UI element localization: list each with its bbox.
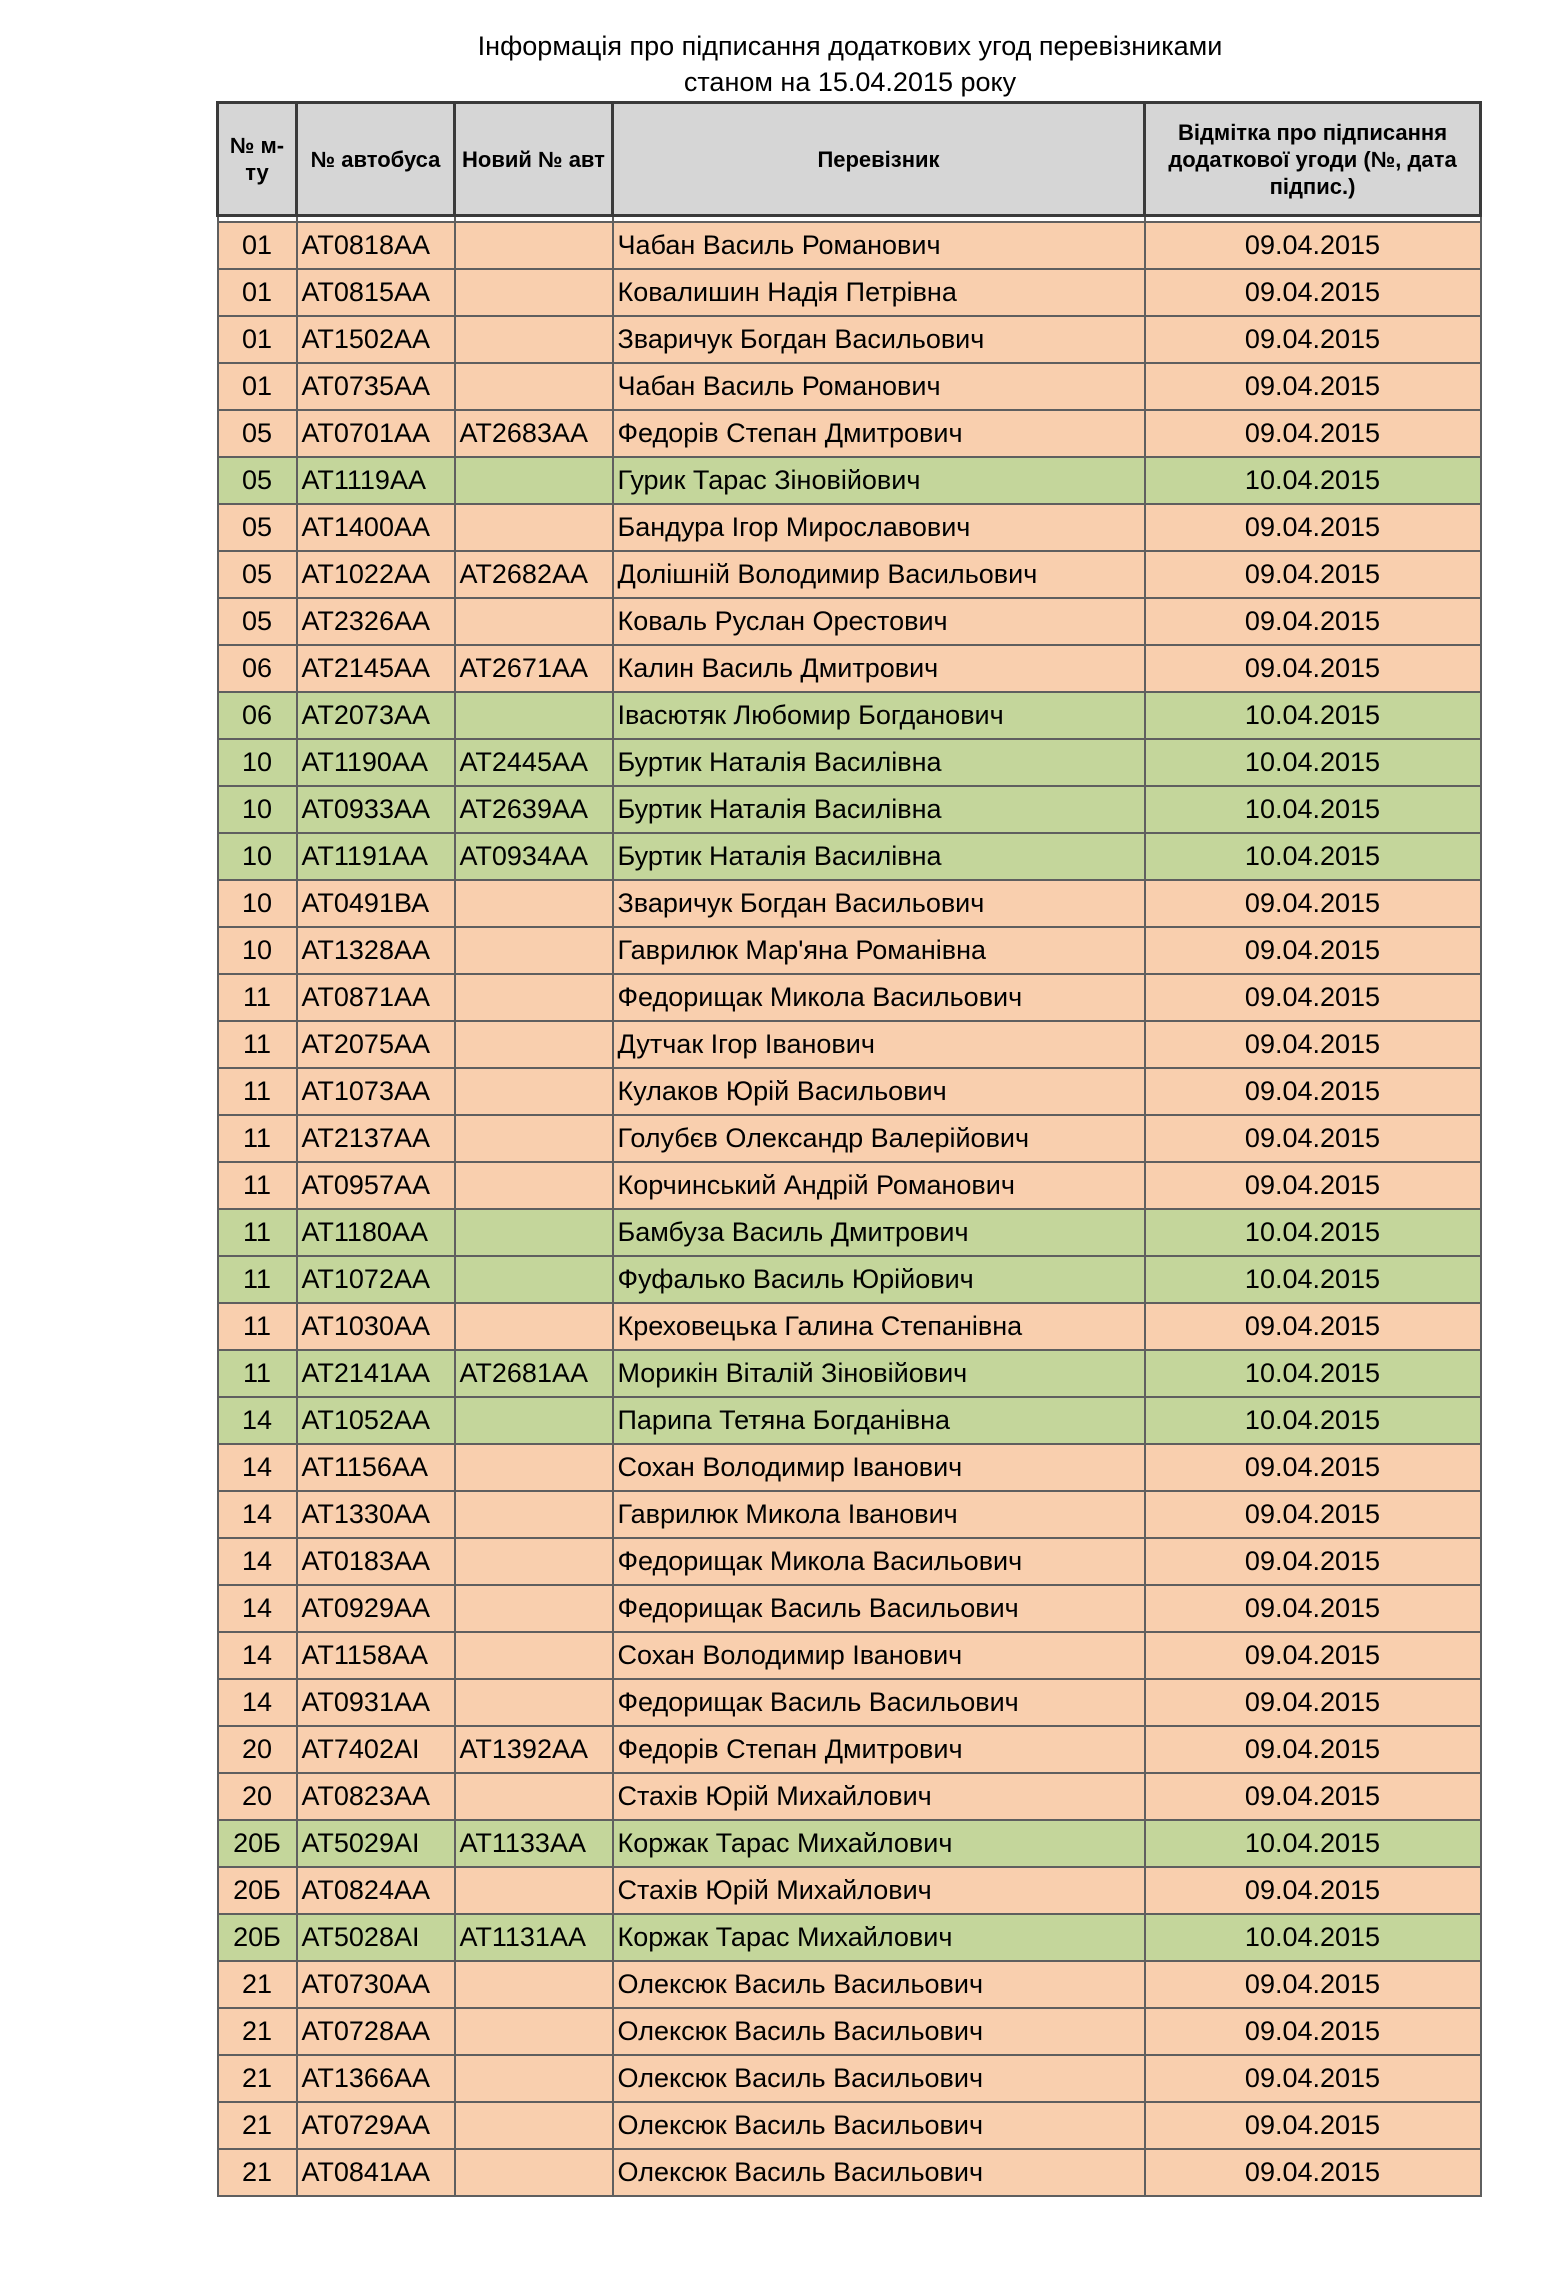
table-row bbox=[218, 1632, 1481, 1679]
new-bus-number-cell: АТ1131АА bbox=[455, 1914, 613, 1961]
signing-date-cell: 09.04.2015 bbox=[1145, 2149, 1481, 2196]
table-row bbox=[218, 1773, 1481, 1820]
signing-date-cell: 09.04.2015 bbox=[1145, 1444, 1481, 1491]
bus-number-cell: АТ1158АА bbox=[297, 1632, 455, 1679]
route-cell: 06 bbox=[218, 692, 297, 739]
new-bus-number-cell bbox=[455, 927, 613, 974]
signing-date-cell: 09.04.2015 bbox=[1145, 2008, 1481, 2055]
signing-date-cell: 10.04.2015 bbox=[1145, 1820, 1481, 1867]
bus-number-cell: АТ5029АІ bbox=[297, 1820, 455, 1867]
carrier-cell: Стахів Юрій Михайлович bbox=[613, 1867, 1145, 1914]
route-cell: 10 bbox=[218, 880, 297, 927]
carrier-cell: Дутчак Ігор Іванович bbox=[613, 1021, 1145, 1068]
carrier-cell: Креховецька Галина Степанівна bbox=[613, 1303, 1145, 1350]
signing-date-cell: 09.04.2015 bbox=[1145, 645, 1481, 692]
carrier-cell: Бамбуза Василь Дмитрович bbox=[613, 1209, 1145, 1256]
route-cell: 14 bbox=[218, 1679, 297, 1726]
route-cell: 21 bbox=[218, 2102, 297, 2149]
new-bus-number-cell bbox=[455, 269, 613, 316]
carrier-cell: Буртик Наталія Василівна bbox=[613, 786, 1145, 833]
bus-number-cell: АТ0818АА bbox=[297, 222, 455, 269]
signing-date-cell: 09.04.2015 bbox=[1145, 222, 1481, 269]
signing-date-cell: 10.04.2015 bbox=[1145, 786, 1481, 833]
signing-date-cell: 09.04.2015 bbox=[1145, 1961, 1481, 2008]
signing-date-cell: 09.04.2015 bbox=[1145, 2102, 1481, 2149]
table-row bbox=[218, 786, 1481, 833]
route-cell: 14 bbox=[218, 1491, 297, 1538]
signing-date-cell: 10.04.2015 bbox=[1145, 1914, 1481, 1961]
new-bus-number-cell bbox=[455, 1303, 613, 1350]
new-bus-number-cell bbox=[455, 1115, 613, 1162]
table-row bbox=[218, 504, 1481, 551]
table-header-row bbox=[218, 103, 1481, 216]
route-cell: 01 bbox=[218, 316, 297, 363]
carrier-cell: Коваль Руслан Орестович bbox=[613, 598, 1145, 645]
table-row bbox=[218, 645, 1481, 692]
route-cell: 11 bbox=[218, 1256, 297, 1303]
carrier-cell: Федорищак Микола Васильович bbox=[613, 974, 1145, 1021]
table-row bbox=[218, 598, 1481, 645]
bus-number-cell: АТ0957АА bbox=[297, 1162, 455, 1209]
table-row bbox=[218, 2055, 1481, 2102]
carrier-cell: Калин Василь Дмитрович bbox=[613, 645, 1145, 692]
route-cell: 21 bbox=[218, 1961, 297, 2008]
carrier-cell: Федорів Степан Дмитрович bbox=[613, 1726, 1145, 1773]
new-bus-number-cell bbox=[455, 1021, 613, 1068]
new-bus-number-cell bbox=[455, 457, 613, 504]
new-bus-number-cell bbox=[455, 598, 613, 645]
new-bus-number-cell bbox=[455, 1585, 613, 1632]
signing-date-cell: 09.04.2015 bbox=[1145, 2055, 1481, 2102]
bus-number-cell: АТ1052АА bbox=[297, 1397, 455, 1444]
signing-date-cell: 09.04.2015 bbox=[1145, 598, 1481, 645]
signing-date-cell: 09.04.2015 bbox=[1145, 1679, 1481, 1726]
table-row bbox=[218, 1585, 1481, 1632]
table-row bbox=[218, 1444, 1481, 1491]
bus-number-cell: АТ2326АА bbox=[297, 598, 455, 645]
carrier-cell: Стахів Юрій Михайлович bbox=[613, 1773, 1145, 1820]
signing-date-cell: 09.04.2015 bbox=[1145, 880, 1481, 927]
route-cell: 05 bbox=[218, 551, 297, 598]
carrier-cell: Федорищак Василь Васильович bbox=[613, 1679, 1145, 1726]
bus-number-cell: АТ5028АІ bbox=[297, 1914, 455, 1961]
route-cell: 14 bbox=[218, 1632, 297, 1679]
new-bus-number-cell: АТ2681АА bbox=[455, 1350, 613, 1397]
bus-number-cell: АТ1190АА bbox=[297, 739, 455, 786]
table-row bbox=[218, 880, 1481, 927]
table-body bbox=[218, 216, 1481, 2197]
table-row bbox=[218, 1021, 1481, 1068]
new-bus-number-cell bbox=[455, 692, 613, 739]
new-bus-number-cell bbox=[455, 1444, 613, 1491]
new-bus-number-cell bbox=[455, 1961, 613, 2008]
route-cell: 11 bbox=[218, 974, 297, 1021]
table-row bbox=[218, 833, 1481, 880]
table-row bbox=[218, 1867, 1481, 1914]
table-row bbox=[218, 1162, 1481, 1209]
carrier-cell: Кулаков Юрій Васильович bbox=[613, 1068, 1145, 1115]
signing-date-cell: 09.04.2015 bbox=[1145, 1538, 1481, 1585]
table-row bbox=[218, 1397, 1481, 1444]
bus-number-cell: АТ0728АА bbox=[297, 2008, 455, 2055]
bus-number-cell: АТ1191АА bbox=[297, 833, 455, 880]
bus-number-cell: АТ1022АА bbox=[297, 551, 455, 598]
route-cell: 06 bbox=[218, 645, 297, 692]
route-cell: 21 bbox=[218, 2149, 297, 2196]
signing-date-cell: 09.04.2015 bbox=[1145, 1773, 1481, 1820]
bus-number-cell: АТ0841АА bbox=[297, 2149, 455, 2196]
table-row bbox=[218, 1538, 1481, 1585]
carriers-table bbox=[216, 101, 1482, 2197]
signing-date-cell: 10.04.2015 bbox=[1145, 1350, 1481, 1397]
signing-date-cell: 09.04.2015 bbox=[1145, 1021, 1481, 1068]
table-row bbox=[218, 1350, 1481, 1397]
carrier-cell: Коржак Тарас Михайлович bbox=[613, 1820, 1145, 1867]
carrier-cell: Сохан Володимир Іванович bbox=[613, 1444, 1145, 1491]
signing-date-cell: 09.04.2015 bbox=[1145, 1585, 1481, 1632]
table-row bbox=[218, 1820, 1481, 1867]
new-bus-number-cell: АТ0934АА bbox=[455, 833, 613, 880]
carrier-cell: Федорів Степан Дмитрович bbox=[613, 410, 1145, 457]
new-bus-number-cell bbox=[455, 1256, 613, 1303]
signing-date-cell: 09.04.2015 bbox=[1145, 1115, 1481, 1162]
bus-number-cell: АТ0729АА bbox=[297, 2102, 455, 2149]
bus-number-cell: АТ0823АА bbox=[297, 1773, 455, 1820]
carrier-cell: Івасютяк Любомир Богданович bbox=[613, 692, 1145, 739]
route-cell: 20Б bbox=[218, 1914, 297, 1961]
carrier-cell: Федорищак Микола Васильович bbox=[613, 1538, 1145, 1585]
route-cell: 11 bbox=[218, 1303, 297, 1350]
signing-date-cell: 10.04.2015 bbox=[1145, 457, 1481, 504]
bus-number-cell: АТ0871АА bbox=[297, 974, 455, 1021]
route-cell: 10 bbox=[218, 786, 297, 833]
new-bus-number-cell: АТ2639АА bbox=[455, 786, 613, 833]
bus-number-cell: АТ1400АА bbox=[297, 504, 455, 551]
carrier-cell: Сохан Володимир Іванович bbox=[613, 1632, 1145, 1679]
table-row bbox=[218, 1679, 1481, 1726]
carrier-cell: Фуфалько Василь Юрійович bbox=[613, 1256, 1145, 1303]
route-cell: 11 bbox=[218, 1209, 297, 1256]
route-cell: 20 bbox=[218, 1726, 297, 1773]
new-bus-number-cell: АТ2682АА bbox=[455, 551, 613, 598]
bus-number-cell: АТ1072АА bbox=[297, 1256, 455, 1303]
table-row bbox=[218, 1209, 1481, 1256]
carrier-cell: Чабан Василь Романович bbox=[613, 363, 1145, 410]
signing-date-cell: 09.04.2015 bbox=[1145, 316, 1481, 363]
signing-date-cell: 09.04.2015 bbox=[1145, 504, 1481, 551]
carrier-cell: Корчинський Андрій Романович bbox=[613, 1162, 1145, 1209]
carrier-cell: Буртик Наталія Василівна bbox=[613, 739, 1145, 786]
carrier-cell: Гурик Тарас Зіновійович bbox=[613, 457, 1145, 504]
carrier-cell: Бандура Ігор Мирославович bbox=[613, 504, 1145, 551]
bus-number-cell: АТ1330АА bbox=[297, 1491, 455, 1538]
table-row bbox=[218, 551, 1481, 598]
carrier-cell: Олексюк Василь Васильович bbox=[613, 2008, 1145, 2055]
signing-date-cell: 09.04.2015 bbox=[1145, 1867, 1481, 1914]
new-bus-number-cell bbox=[455, 1209, 613, 1256]
table-row bbox=[218, 457, 1481, 504]
new-bus-number-cell bbox=[455, 2055, 613, 2102]
new-bus-number-cell bbox=[455, 2102, 613, 2149]
new-bus-number-cell bbox=[455, 1773, 613, 1820]
bus-number-cell: АТ1156АА bbox=[297, 1444, 455, 1491]
table-row bbox=[218, 2149, 1481, 2196]
signing-date-cell: 10.04.2015 bbox=[1145, 1209, 1481, 1256]
new-bus-number-cell bbox=[455, 1538, 613, 1585]
signing-date-cell: 09.04.2015 bbox=[1145, 927, 1481, 974]
route-cell: 11 bbox=[218, 1162, 297, 1209]
new-bus-number-cell bbox=[455, 1679, 613, 1726]
document-title: Інформація про підписання додаткових угод перевізниками bbox=[477, 31, 1223, 61]
header-new-bus: Новий № авт bbox=[455, 103, 613, 216]
bus-number-cell: АТ2075АА bbox=[297, 1021, 455, 1068]
bus-number-cell: АТ0824АА bbox=[297, 1867, 455, 1914]
carrier-cell: Олексюк Василь Васильович bbox=[613, 1961, 1145, 2008]
carrier-cell: Олексюк Василь Васильович bbox=[613, 2102, 1145, 2149]
carrier-cell: Морикін Віталій Зіновійович bbox=[613, 1350, 1145, 1397]
route-cell: 05 bbox=[218, 410, 297, 457]
new-bus-number-cell bbox=[455, 1397, 613, 1444]
new-bus-number-cell: АТ2683АА bbox=[455, 410, 613, 457]
signing-date-cell: 09.04.2015 bbox=[1145, 1162, 1481, 1209]
bus-number-cell: АТ1180АА bbox=[297, 1209, 455, 1256]
carrier-cell: Федорищак Василь Васильович bbox=[613, 1585, 1145, 1632]
route-cell: 11 bbox=[218, 1021, 297, 1068]
bus-number-cell: АТ0735АА bbox=[297, 363, 455, 410]
carrier-cell: Буртик Наталія Василівна bbox=[613, 833, 1145, 880]
signing-date-cell: 09.04.2015 bbox=[1145, 410, 1481, 457]
new-bus-number-cell bbox=[455, 1162, 613, 1209]
route-cell: 01 bbox=[218, 269, 297, 316]
bus-number-cell: АТ0931АА bbox=[297, 1679, 455, 1726]
carrier-cell: Чабан Василь Романович bbox=[613, 222, 1145, 269]
bus-number-cell: АТ0491ВА bbox=[297, 880, 455, 927]
signing-date-cell: 10.04.2015 bbox=[1145, 1256, 1481, 1303]
new-bus-number-cell bbox=[455, 363, 613, 410]
bus-number-cell: АТ1073АА bbox=[297, 1068, 455, 1115]
header-route: № м-ту bbox=[218, 103, 297, 216]
table-row bbox=[218, 269, 1481, 316]
table-row bbox=[218, 410, 1481, 457]
route-cell: 14 bbox=[218, 1538, 297, 1585]
table-row bbox=[218, 739, 1481, 786]
route-cell: 11 bbox=[218, 1350, 297, 1397]
bus-number-cell: АТ0701АА bbox=[297, 410, 455, 457]
table-row bbox=[218, 1068, 1481, 1115]
bus-number-cell: АТ2145АА bbox=[297, 645, 455, 692]
table-row bbox=[218, 222, 1481, 269]
carrier-cell: Голубєв Олександр Валерійович bbox=[613, 1115, 1145, 1162]
table-row bbox=[218, 1914, 1481, 1961]
new-bus-number-cell bbox=[455, 2149, 613, 2196]
route-cell: 14 bbox=[218, 1585, 297, 1632]
document-subtitle: станом на 15.04.2015 року bbox=[683, 67, 1017, 97]
carrier-cell: Парипа Тетяна Богданівна bbox=[613, 1397, 1145, 1444]
route-cell: 14 bbox=[218, 1444, 297, 1491]
route-cell: 21 bbox=[218, 2055, 297, 2102]
table-row bbox=[218, 927, 1481, 974]
new-bus-number-cell: АТ2445АА bbox=[455, 739, 613, 786]
route-cell: 05 bbox=[218, 598, 297, 645]
signing-date-cell: 09.04.2015 bbox=[1145, 551, 1481, 598]
new-bus-number-cell bbox=[455, 1491, 613, 1538]
table-row bbox=[218, 2102, 1481, 2149]
table-row bbox=[218, 692, 1481, 739]
header-bus: № автобуса bbox=[297, 103, 455, 216]
new-bus-number-cell bbox=[455, 504, 613, 551]
signing-date-cell: 10.04.2015 bbox=[1145, 833, 1481, 880]
new-bus-number-cell: АТ1133АА bbox=[455, 1820, 613, 1867]
signing-date-cell: 09.04.2015 bbox=[1145, 1726, 1481, 1773]
table-row bbox=[218, 974, 1481, 1021]
signing-date-cell: 09.04.2015 bbox=[1145, 269, 1481, 316]
route-cell: 01 bbox=[218, 222, 297, 269]
carrier-cell: Гаврилюк Микола Іванович bbox=[613, 1491, 1145, 1538]
signing-date-cell: 09.04.2015 bbox=[1145, 1068, 1481, 1115]
bus-number-cell: АТ1502АА bbox=[297, 316, 455, 363]
route-cell: 10 bbox=[218, 739, 297, 786]
signing-date-cell: 10.04.2015 bbox=[1145, 739, 1481, 786]
header-carrier: Перевізник bbox=[613, 103, 1145, 216]
carrier-cell: Долішній Володимир Васильович bbox=[613, 551, 1145, 598]
signing-date-cell: 09.04.2015 bbox=[1145, 363, 1481, 410]
bus-number-cell: АТ0929АА bbox=[297, 1585, 455, 1632]
bus-number-cell: АТ0933АА bbox=[297, 786, 455, 833]
header-signed-mark: Відмітка про підписання додаткової угоди (№, дата підпис.) bbox=[1145, 103, 1481, 216]
bus-number-cell: АТ1328АА bbox=[297, 927, 455, 974]
new-bus-number-cell bbox=[455, 316, 613, 363]
new-bus-number-cell bbox=[455, 1867, 613, 1914]
table-row bbox=[218, 2008, 1481, 2055]
table-row bbox=[218, 1303, 1481, 1350]
bus-number-cell: АТ0183АА bbox=[297, 1538, 455, 1585]
table-row bbox=[218, 1256, 1481, 1303]
new-bus-number-cell bbox=[455, 1068, 613, 1115]
bus-number-cell: АТ7402АІ bbox=[297, 1726, 455, 1773]
new-bus-number-cell bbox=[455, 880, 613, 927]
route-cell: 10 bbox=[218, 833, 297, 880]
carrier-cell: Коржак Тарас Михайлович bbox=[613, 1914, 1145, 1961]
route-cell: 01 bbox=[218, 363, 297, 410]
table-row bbox=[218, 316, 1481, 363]
signing-date-cell: 09.04.2015 bbox=[1145, 1632, 1481, 1679]
new-bus-number-cell: АТ1392АА bbox=[455, 1726, 613, 1773]
carrier-cell: Ковалишин Надія Петрівна bbox=[613, 269, 1145, 316]
route-cell: 20Б bbox=[218, 1867, 297, 1914]
carrier-cell: Зваричук Богдан Васильович bbox=[613, 316, 1145, 363]
new-bus-number-cell bbox=[455, 1632, 613, 1679]
bus-number-cell: АТ1030АА bbox=[297, 1303, 455, 1350]
signing-date-cell: 09.04.2015 bbox=[1145, 1303, 1481, 1350]
bus-number-cell: АТ1119АА bbox=[297, 457, 455, 504]
route-cell: 11 bbox=[218, 1115, 297, 1162]
bus-number-cell: АТ1366АА bbox=[297, 2055, 455, 2102]
new-bus-number-cell bbox=[455, 222, 613, 269]
bus-number-cell: АТ2073АА bbox=[297, 692, 455, 739]
signing-date-cell: 10.04.2015 bbox=[1145, 1397, 1481, 1444]
carrier-cell: Олексюк Василь Васильович bbox=[613, 2055, 1145, 2102]
new-bus-number-cell: АТ2671АА bbox=[455, 645, 613, 692]
route-cell: 10 bbox=[218, 927, 297, 974]
route-cell: 14 bbox=[218, 1397, 297, 1444]
route-cell: 21 bbox=[218, 2008, 297, 2055]
carrier-cell: Олексюк Василь Васильович bbox=[613, 2149, 1145, 2196]
carrier-cell: Зваричук Богдан Васильович bbox=[613, 880, 1145, 927]
signing-date-cell: 10.04.2015 bbox=[1145, 692, 1481, 739]
new-bus-number-cell bbox=[455, 2008, 613, 2055]
new-bus-number-cell bbox=[455, 974, 613, 1021]
table-row bbox=[218, 1961, 1481, 2008]
table-row bbox=[218, 363, 1481, 410]
table-row bbox=[218, 1115, 1481, 1162]
bus-number-cell: АТ2137АА bbox=[297, 1115, 455, 1162]
carrier-cell: Гаврилюк Мар'яна Романівна bbox=[613, 927, 1145, 974]
table-row bbox=[218, 1491, 1481, 1538]
route-cell: 20Б bbox=[218, 1820, 297, 1867]
table-row bbox=[218, 1726, 1481, 1773]
signing-date-cell: 09.04.2015 bbox=[1145, 974, 1481, 1021]
route-cell: 05 bbox=[218, 504, 297, 551]
route-cell: 11 bbox=[218, 1068, 297, 1115]
route-cell: 20 bbox=[218, 1773, 297, 1820]
bus-number-cell: АТ0815АА bbox=[297, 269, 455, 316]
signing-date-cell: 09.04.2015 bbox=[1145, 1491, 1481, 1538]
bus-number-cell: АТ2141АА bbox=[297, 1350, 455, 1397]
bus-number-cell: АТ0730АА bbox=[297, 1961, 455, 2008]
route-cell: 05 bbox=[218, 457, 297, 504]
